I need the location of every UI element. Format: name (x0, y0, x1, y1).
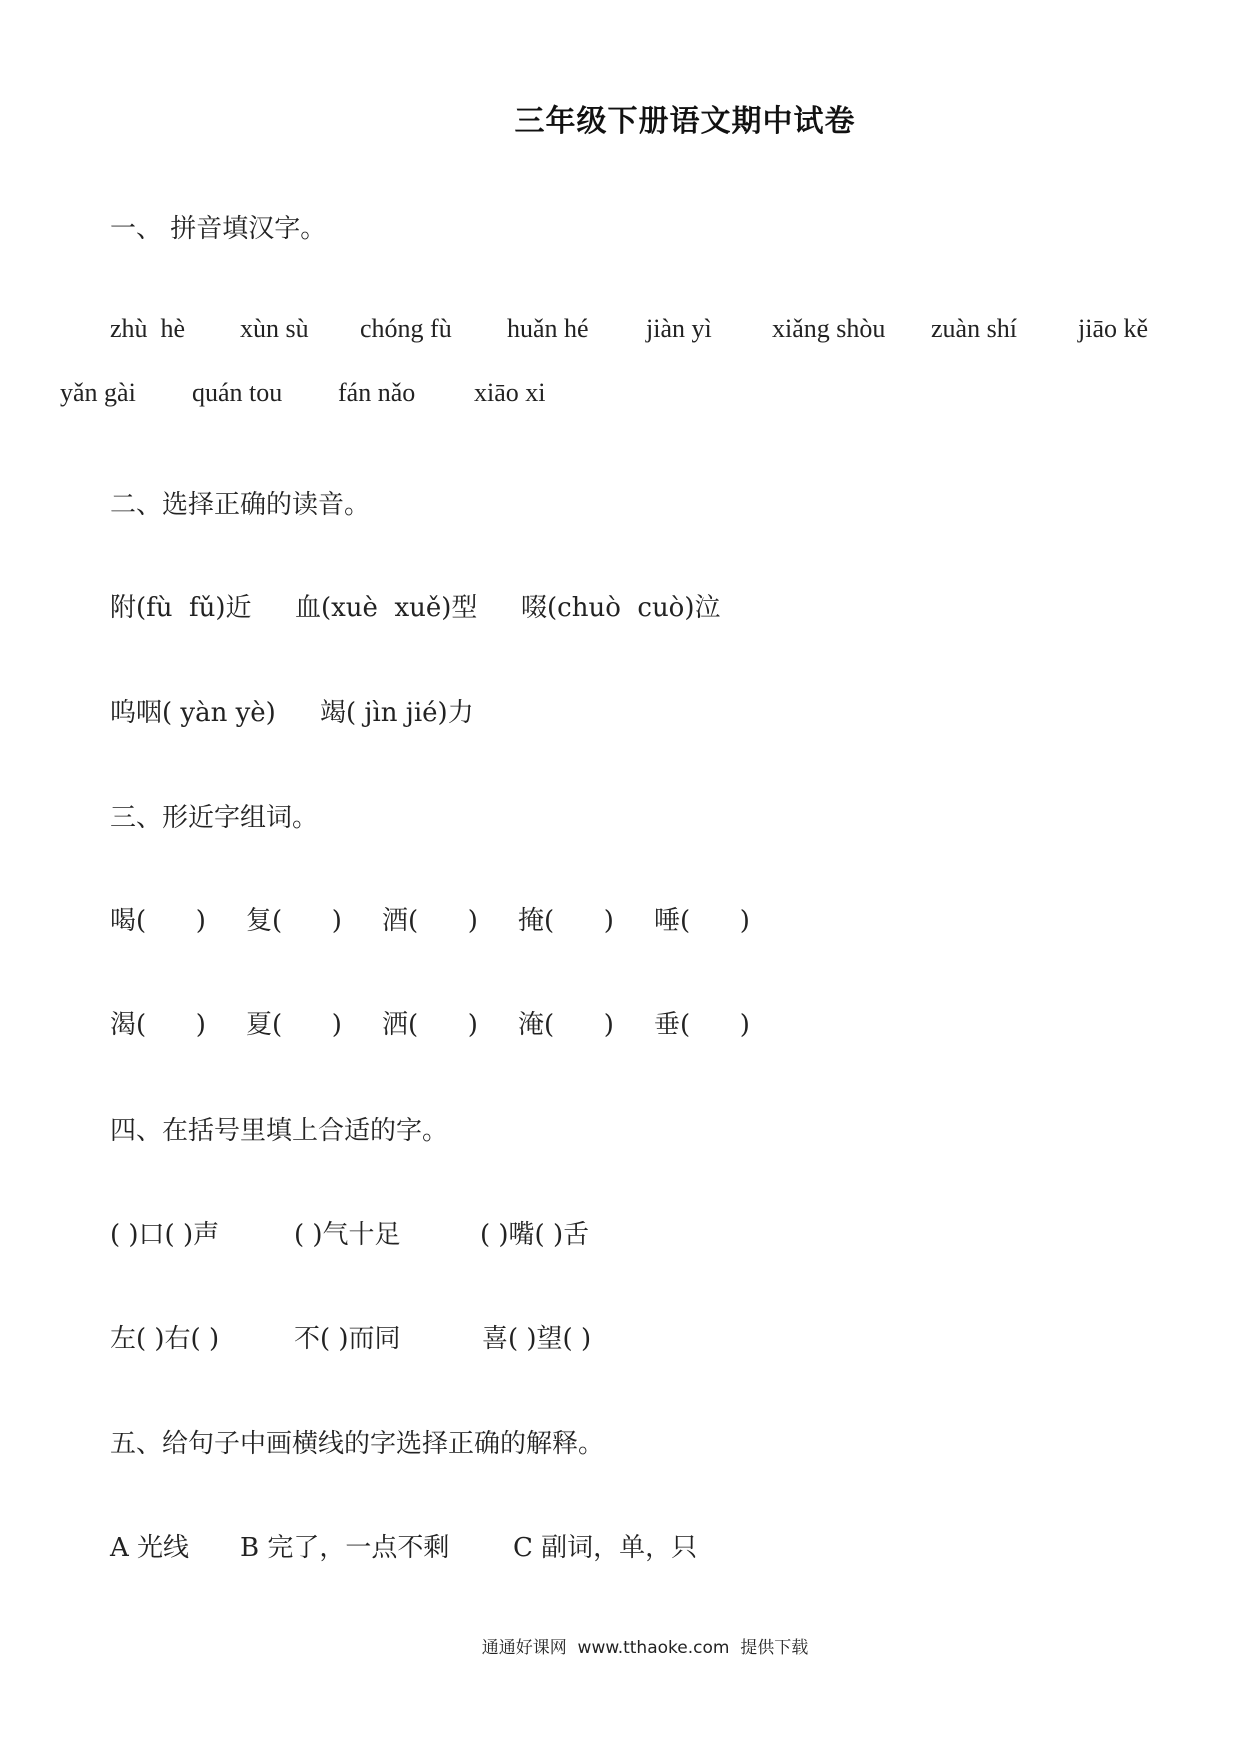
pinyin-item: chóng fù (360, 314, 452, 343)
definition-option: B 完了，一点不剩 (240, 1533, 450, 1563)
reading-choice-item: 血(xuè xuě)型 (295, 593, 478, 623)
pinyin-item: jiāo kě (1078, 314, 1149, 343)
definition-option: A 光线 (110, 1533, 190, 1563)
pinyin-item: jiàn yì (646, 314, 712, 343)
idiom-blank-item: ( )气十足 (294, 1220, 401, 1250)
pinyin-item: yǎn gài (60, 378, 136, 407)
word-blank-item: 唾( ) (654, 906, 750, 936)
word-blank-item: 垂( ) (654, 1010, 750, 1040)
pinyin-item: quán tou (192, 378, 283, 407)
word-blank-item: 复( ) (246, 906, 342, 936)
idiom-blank-item: 不( )而同 (294, 1324, 401, 1354)
pinyin-item: xùn sù (240, 314, 309, 343)
section-5-heading: 五、给句子中画横线的字选择正确的解释。 (110, 1429, 605, 1459)
reading-choice-item: 附(fù fǔ)近 (110, 593, 252, 623)
definition-option: C 副词，单，只 (513, 1533, 698, 1563)
pinyin-item: xiǎng shòu (772, 314, 886, 343)
idiom-blank-item: ( )嘴( )舌 (480, 1220, 590, 1250)
word-blank-item: 淹( ) (518, 1010, 614, 1040)
word-blank-item: 夏( ) (246, 1010, 342, 1040)
word-blank-item: 渴( ) (110, 1010, 206, 1040)
idiom-blank-item: ( )口( )声 (110, 1220, 220, 1250)
pinyin-item: fán nǎo (338, 378, 416, 407)
word-blank-item: 酒( ) (382, 906, 478, 936)
section-1-heading: 一、 拼音填汉字。 (110, 214, 327, 244)
pinyin-item: zhù hè (110, 314, 186, 343)
idiom-blank-item: 左( )右( ) (110, 1324, 220, 1354)
word-blank-item: 掩( ) (518, 906, 614, 936)
pinyin-item: huǎn hé (507, 314, 589, 343)
footer-text: 通通好课网 www.tthaoke.com 提供下载 (481, 1638, 809, 1658)
reading-choice-item: 竭( jìn jié)力 (320, 698, 474, 728)
reading-choice-item: 啜(chuò cuò)泣 (521, 593, 721, 623)
section-3-heading: 三、形近字组词。 (110, 803, 319, 833)
page-title: 三年级下册语文期中试卷 (514, 104, 856, 139)
word-blank-item: 洒( ) (382, 1010, 478, 1040)
pinyin-item: xiāo xi (474, 378, 546, 407)
word-blank-item: 喝( ) (110, 906, 206, 936)
reading-choice-item: 呜咽( yàn yè) (110, 698, 276, 728)
pinyin-item: zuàn shí (931, 314, 1017, 343)
section-4-heading: 四、在括号里填上合适的字。 (110, 1116, 449, 1146)
section-2-heading: 二、选择正确的读音。 (110, 490, 371, 520)
idiom-blank-item: 喜( )望( ) (482, 1324, 592, 1354)
